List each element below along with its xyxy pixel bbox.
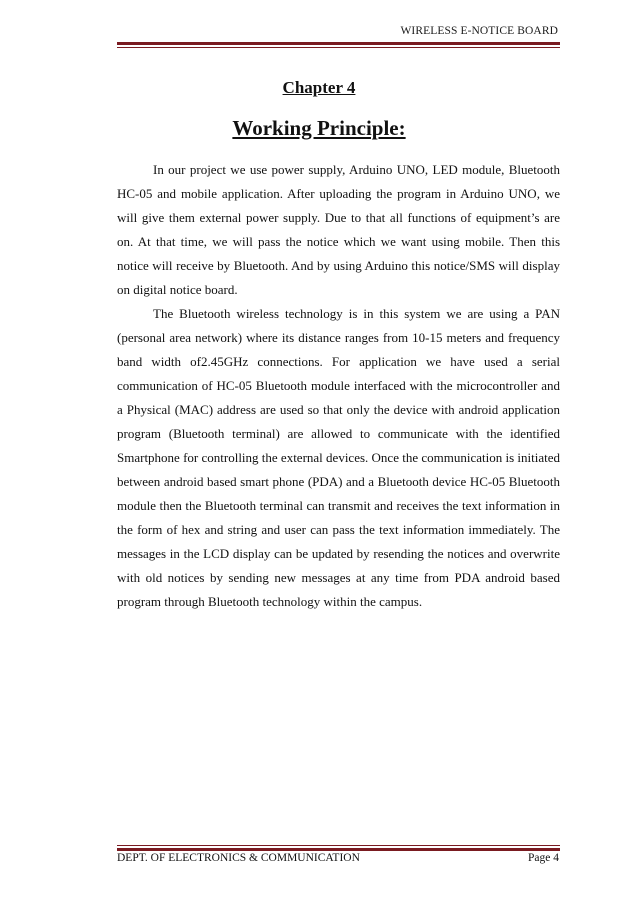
footer-department: DEPT. OF ELECTRONICS & COMMUNICATION (117, 852, 360, 864)
body-text (117, 158, 560, 614)
paragraph-1: In our project we use power supply, Arduino UNO, LED module, Bluetooth HC-05 and mobile application. After uploading the program in Arduino UNO, we will give them external power supply. Due to that all functions of equipment’s are on. At that time, we will pass the notice which we want using mobile. Then this notice will receive by Bluetooth. And by using Arduino this notice/SMS will display on digital notice board. (117, 162, 560, 297)
footer-rule-thick (117, 848, 560, 851)
footer-page-number: Page 4 (528, 852, 559, 864)
footer-rule-thin (117, 845, 560, 846)
chapter-label: Chapter 4 (282, 78, 356, 97)
paragraph-2: The Bluetooth wireless technology is in this system we are using a PAN (personal area network) where its distance ranges from 10-15 meters and frequency band width of2.45GHz connections. For application we have used a serial communication of HC-05 Bluetooth module interfaced with the microcontroller and a Physical (MAC) address are used so that only the device with android application program (Bluetooth terminal) are allowed to communicate with the identified Smartphone for controlling the external devices. Once the communication is initiated between android based smart phone (PDA) and a Bluetooth device HC-05 Bluetooth module then the Bluetooth terminal can transmit and receives the text information in the form of hex and string and user can pass the text information immediately. The messages in the LCD display can be updated by resending the notices and overwrite with old notices by sending new messages at any time from PDA android based program through Bluetooth technology within the campus. (117, 306, 560, 609)
header-rule-thin (117, 47, 560, 48)
section-title: Working Principle: (232, 116, 406, 140)
running-header: WIRELESS E-NOTICE BOARD (400, 25, 558, 37)
header-rule-thick (117, 42, 560, 45)
